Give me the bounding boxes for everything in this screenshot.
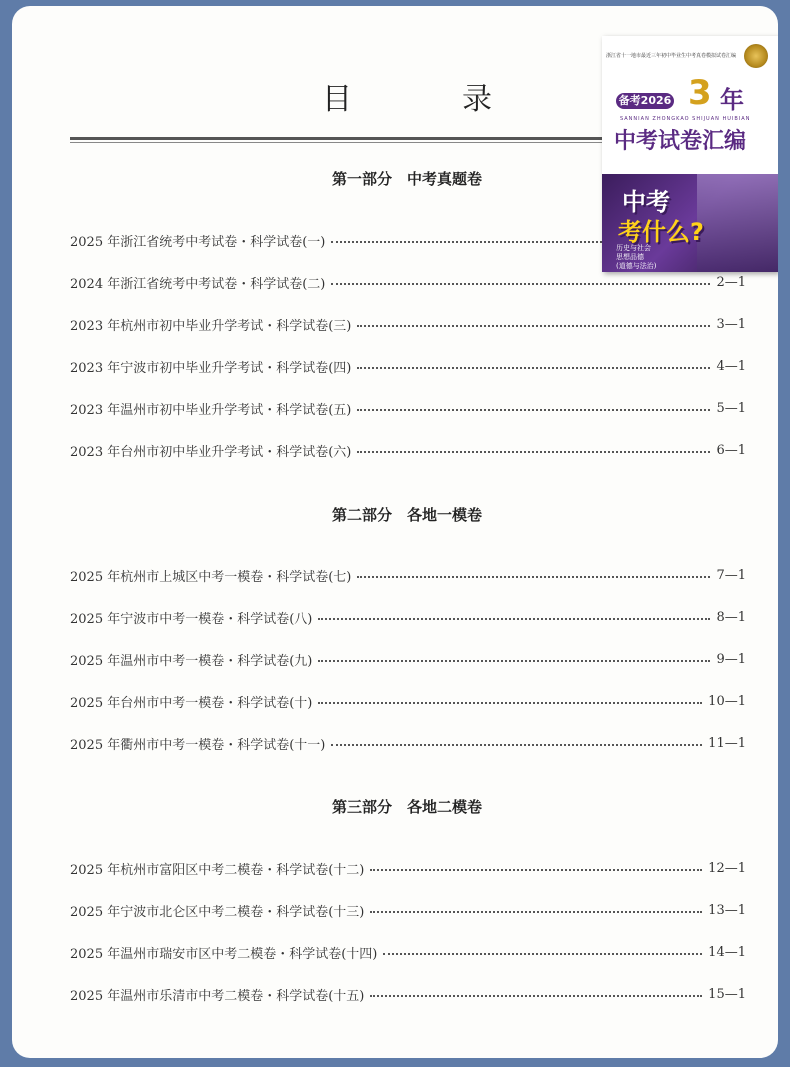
- toc-entry[interactable]: [70, 733, 746, 753]
- toc-entry[interactable]: [70, 272, 746, 292]
- toc-page: [12, 6, 778, 1058]
- toc-leader-dots: [331, 744, 702, 746]
- toc-leader-dots: [357, 409, 710, 411]
- toc-entry[interactable]: [70, 314, 746, 334]
- book-main-title: 中考试卷汇编: [614, 129, 747, 154]
- book-series-text: 浙江省十一地市最近三年初中毕业生中考真卷模拟试卷汇编: [606, 53, 737, 59]
- toc-entry-title: 2025 年衢州市中考一模卷・科学试卷(十一): [70, 737, 326, 753]
- toc-entry-title: 2025 年宁波市中考一模卷・科学试卷(八): [70, 611, 313, 627]
- toc-entry-page: 8—1: [716, 609, 746, 625]
- toc-leader-dots: [318, 618, 710, 620]
- book-subject: [616, 244, 666, 271]
- toc-entry[interactable]: [70, 398, 746, 418]
- toc-entry[interactable]: [70, 942, 746, 962]
- robot-illustration: [697, 174, 778, 272]
- toc-leader-dots: [370, 869, 702, 871]
- toc-leader-dots: [357, 325, 710, 327]
- toc-entry-page: 15—1: [708, 986, 746, 1002]
- toc-entry-title: 2025 年温州市中考一模卷・科学试卷(九): [70, 653, 313, 669]
- section-heading: 第一部分 中考真题卷: [331, 170, 482, 188]
- toc-leader-dots: [318, 702, 702, 704]
- toc-entry-title: 2025 年温州市乐清市中考二模卷・科学试卷(十五): [70, 988, 365, 1004]
- toc-leader-dots: [357, 367, 710, 369]
- toc-leader-dots: [318, 660, 710, 662]
- toc-entry-page: 13—1: [708, 902, 746, 918]
- toc-entry-title: 2025 年台州市中考一模卷・科学试卷(十): [70, 695, 313, 711]
- toc-entry-page: 11—1: [708, 735, 746, 751]
- toc-entry-page: 12—1: [708, 860, 746, 876]
- toc-entry[interactable]: [70, 691, 746, 711]
- toc-entry-title: 2023 年台州市初中毕业升学考试・科学试卷(六): [70, 444, 352, 460]
- book-nian: 年: [720, 86, 744, 114]
- toc-entry-title: 2023 年宁波市初中毕业升学考试・科学试卷(四): [70, 360, 352, 376]
- toc-entry-page: 4—1: [716, 358, 746, 374]
- book-subject-line: 历史与社会: [616, 244, 651, 252]
- toc-entry-page: 5—1: [716, 400, 746, 416]
- book-three: 3: [688, 73, 712, 113]
- book-cover-image: [602, 36, 778, 272]
- book-badge: 备考2026: [616, 93, 674, 109]
- toc-entry[interactable]: [70, 356, 746, 376]
- toc-leader-dots: [357, 576, 710, 578]
- toc-entry-title: 2025 年杭州市富阳区中考二模卷・科学试卷(十二): [70, 862, 365, 878]
- toc-entry-page: 3—1: [716, 316, 746, 332]
- toc-entry-page: 7—1: [716, 567, 746, 583]
- toc-entry[interactable]: [70, 649, 746, 669]
- toc-entry-page: 6—1: [716, 442, 746, 458]
- toc-entry-title: 2025 年宁波市北仑区中考二模卷・科学试卷(十三): [70, 904, 365, 920]
- section-heading: 第二部分 各地一模卷: [331, 506, 482, 524]
- toc-leader-dots: [331, 283, 710, 285]
- toc-entry[interactable]: [70, 607, 746, 627]
- toc-entry[interactable]: [70, 900, 746, 920]
- page-title: 目 录: [322, 82, 532, 117]
- gold-seal-icon: [744, 44, 768, 68]
- toc-entry[interactable]: [70, 565, 746, 585]
- toc-leader-dots: [370, 911, 702, 913]
- toc-entry-title: 2023 年温州市初中毕业升学考试・科学试卷(五): [70, 402, 352, 418]
- toc-entry-title: 2023 年杭州市初中毕业升学考试・科学试卷(三): [70, 318, 352, 334]
- title-rule-thin: [70, 142, 630, 143]
- toc-leader-dots: [357, 451, 710, 453]
- toc-entry-page: 9—1: [716, 651, 746, 667]
- book-subject-line: (道德与法治): [616, 262, 657, 270]
- section-heading: 第三部分 各地二模卷: [331, 798, 482, 816]
- toc-entry-title: 2024 年浙江省统考中考试卷・科学试卷(二): [70, 276, 326, 292]
- toc-entry-page: 14—1: [708, 944, 746, 960]
- title-rule: [70, 137, 630, 140]
- toc-entry[interactable]: [70, 984, 746, 1004]
- book-slogan-line2: 考什么?: [618, 218, 704, 246]
- toc-entry-page: 10—1: [708, 693, 746, 709]
- toc-leader-dots: [370, 995, 702, 997]
- toc-entry[interactable]: [70, 440, 746, 460]
- book-subject-line: 思想品德: [616, 253, 644, 261]
- toc-entry-title: 2025 年温州市瑞安市区中考二模卷・科学试卷(十四): [70, 946, 378, 962]
- book-slogan-line1: 中考: [622, 188, 670, 216]
- toc-entry-title: 2025 年浙江省统考中考试卷・科学试卷(一): [70, 234, 326, 250]
- toc-entry-page: 2—1: [716, 274, 746, 290]
- toc-entry[interactable]: [70, 858, 746, 878]
- book-pinyin: SANNIAN ZHONGKAO SHIJUAN HUIBIAN: [620, 116, 751, 122]
- toc-entry-title: 2025 年杭州市上城区中考一模卷・科学试卷(七): [70, 569, 352, 585]
- toc-leader-dots: [383, 953, 702, 955]
